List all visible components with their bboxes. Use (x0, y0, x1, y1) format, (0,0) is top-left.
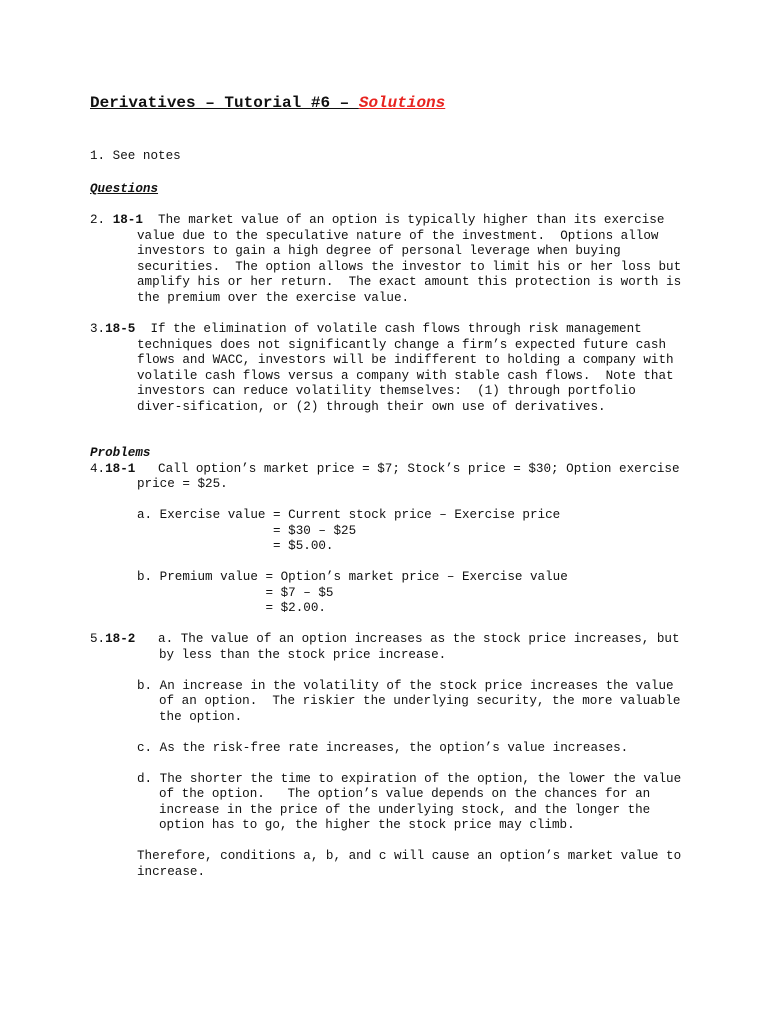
problem-5-number: 5. (90, 632, 106, 646)
question-3-line: investors can reduce volatility themselves: (1) through portfolio (137, 384, 636, 398)
problem-4-first-line (90, 462, 680, 478)
problem-5d-line: d. The shorter the time to expiration of the option, the lower the value (137, 772, 682, 786)
question-2-line-0: The market value of an option is typically higher than its exercise (142, 213, 665, 227)
problem-4b-line: = $7 – $5 (137, 586, 334, 600)
question-2-first-line (90, 213, 664, 229)
problem-5a-line-0: a. The value of an option increases as the stock price increases, but (135, 632, 680, 646)
problem-5-first-line (90, 632, 680, 648)
problem-4a-line: = $5.00. (137, 539, 334, 553)
question-3-line: techniques does not significantly change a firm’s expected future cash (137, 338, 667, 352)
question-2-line: value due to the speculative nature of the investment. Options allow (137, 229, 659, 243)
title-main: Derivatives – Tutorial #6 – (90, 94, 359, 112)
problem-5c-line: c. As the risk-free rate increases, the option’s value increases. (137, 741, 629, 755)
question-3-line-0: If the elimination of volatile cash flows through risk management (135, 322, 642, 336)
page-title (90, 94, 445, 112)
title-solutions: Solutions (358, 94, 446, 112)
question-3-line: volatile cash flows versus a company with stable cash flows. Note that (137, 369, 674, 383)
question-3-line: flows and WACC, investors will be indifferent to holding a company with (137, 353, 674, 367)
question-3-ref: 18-5 (105, 322, 136, 336)
question-3-first-line (90, 322, 642, 338)
problem-4b-line: b. Premium value = Option’s market price – Exercise value (137, 570, 568, 584)
question-3-line: diver-sification, or (2) through their own use of derivatives. (137, 400, 606, 414)
problem-5-ref: 18-2 (105, 632, 136, 646)
question-2-line: amplify his or her return. The exact amount this protection is worth is (137, 275, 682, 289)
problem-4a-line: = $30 – $25 (137, 524, 357, 538)
problem-4a-line: a. Exercise value = Current stock price – Exercise price (137, 508, 561, 522)
question-2-line: the premium over the exercise value. (137, 291, 410, 305)
problem-4b-line: = $2.00. (137, 601, 326, 615)
conclusion-line: increase. (137, 865, 206, 879)
problem-5b-line: the option. (159, 710, 243, 724)
problem-4-line-1: Call option’s market price = $7; Stock’s price = $30; Option exercise (135, 462, 680, 476)
problem-5d-line: of the option. The option’s value depends on the chances for an (159, 787, 651, 801)
question-2-number: 2. (90, 213, 113, 227)
conclusion-line: Therefore, conditions a, b, and c will cause an option’s market value to (137, 849, 682, 863)
problem-5b-line: b. An increase in the volatility of the stock price increases the value (137, 679, 674, 693)
problem-5d-line: option has to go, the higher the stock price may climb. (159, 818, 575, 832)
problem-4-line: price = $25. (137, 477, 228, 491)
question-2-line: securities. The option allows the investor to limit his or her loss but (137, 260, 682, 274)
problem-5a-line: by less than the stock price increase. (159, 648, 447, 662)
problems-heading: Problems (90, 446, 151, 460)
question-2-line: investors to gain a high degree of personal leverage when buying (137, 244, 621, 258)
problem-4-ref: 18-1 (105, 462, 136, 476)
question-2-ref: 18-1 (112, 213, 143, 227)
question-3-number: 3. (90, 322, 106, 336)
questions-heading: Questions (90, 182, 159, 196)
problem-5b-line: of an option. The riskier the underlying security, the more valuable (159, 694, 681, 708)
problem-5d-line: increase in the price of the underlying stock, and the longer the (159, 803, 651, 817)
item-1: 1. See notes (90, 149, 181, 163)
problem-4-number: 4. (90, 462, 106, 476)
